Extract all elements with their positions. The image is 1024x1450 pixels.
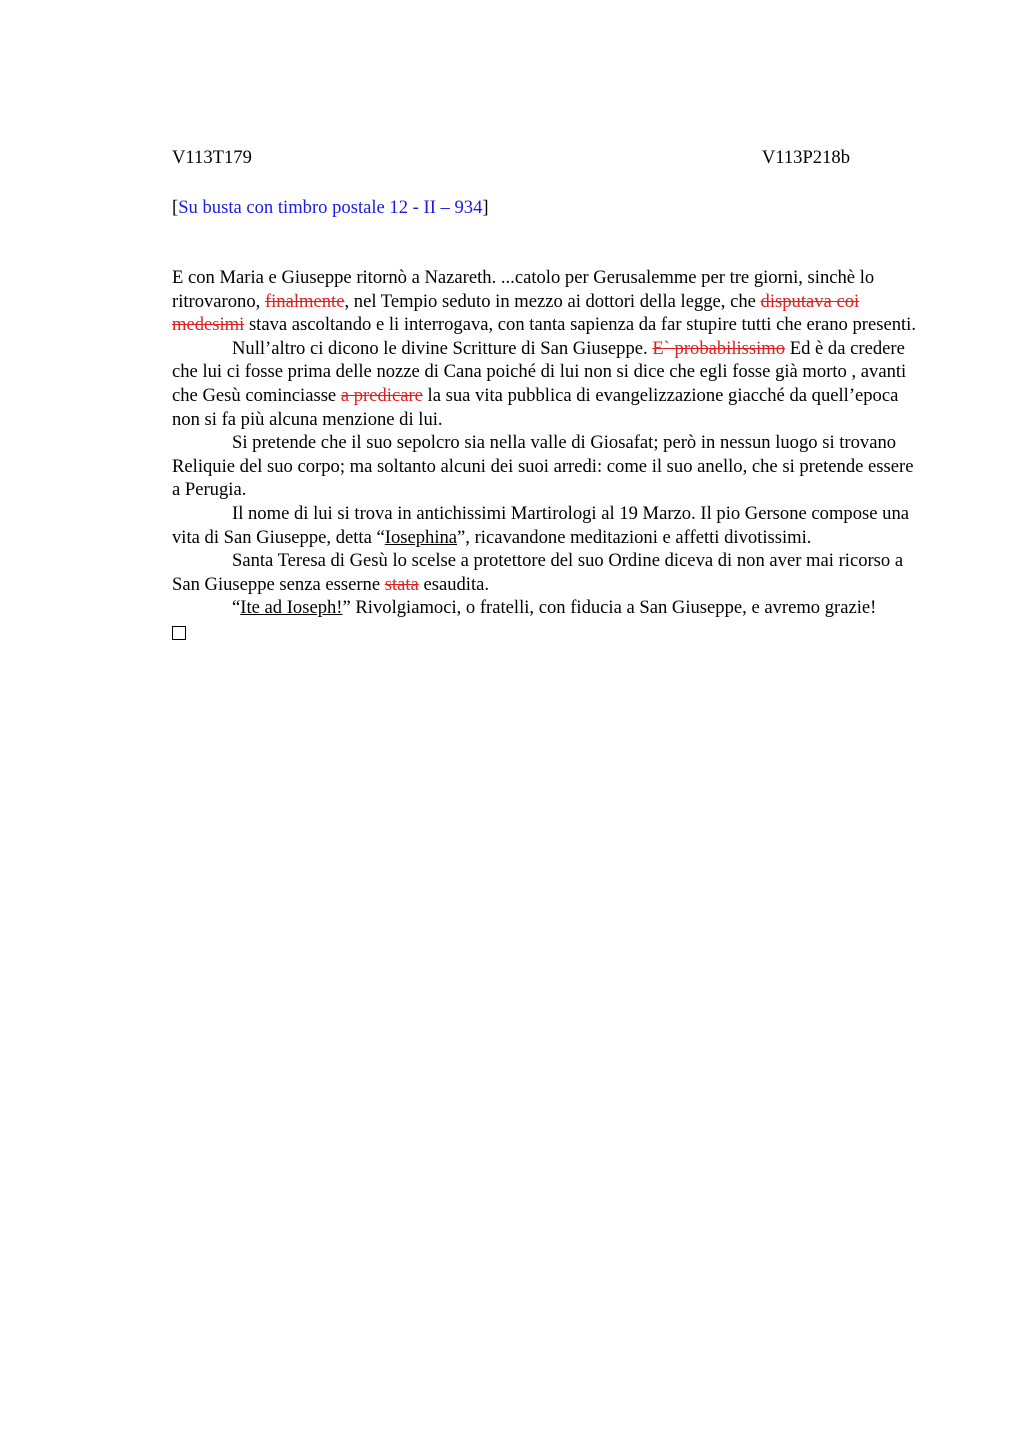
document-page <box>172 146 916 647</box>
paragraph-5-text-b: esaudita. <box>418 573 490 595</box>
deleted-text: a predicare <box>340 384 423 406</box>
envelope-note <box>172 196 916 220</box>
note-close-bracket: ] <box>482 197 489 218</box>
deleted-text: disputava coi medesimi <box>172 290 860 336</box>
paragraph-1 <box>172 266 916 337</box>
underlined-title: Iosephina <box>384 526 458 548</box>
note-open-bracket: [ <box>172 197 179 218</box>
paragraph-2-text-b: Ed è da credere che lui ci fosse prima delle nozze di Cana poiché di lui non si dice che egli fosse già morto , avanti che Gesù cominciasse <box>172 337 907 406</box>
paragraph-2-text-a: Null’altro ci dicono le divine Scritture di San Giuseppe. <box>232 337 653 359</box>
letter-body <box>172 266 916 647</box>
paragraph-4 <box>172 502 916 549</box>
paragraph-1-text-c: stava ascoltando e li interrogava, con tanta sapienza da far stupire tutti che erano presenti. <box>244 314 916 336</box>
paragraph-6-text-b: ” Rivolgiamoci, o fratelli, con fiducia a San Giuseppe, e avremo grazie! <box>342 597 877 619</box>
paragraph-6 <box>172 596 916 620</box>
paragraph-4-text-b: ”, ricavandone meditazioni e affetti divotissimi. <box>457 526 812 548</box>
deleted-text: stata <box>384 573 419 595</box>
paragraph-1-text-a: E con Maria e Giuseppe ritornò a Nazareth. ...catolo per Gerusalemme per tre giorni, sinchè lo ritrovarono, <box>172 267 875 312</box>
paragraph-2 <box>172 337 916 431</box>
paragraph-3-text: Si pretende che il suo sepolcro sia nella valle di Giosafat; però in nessun luogo si trovano Reliquie del suo corpo; ma soltanto alcuni dei suoi arredi: come il suo anello, che si pretende essere a Perugia. <box>172 432 914 501</box>
end-box-icon <box>172 620 916 647</box>
paragraph-6-text-a: “ <box>232 597 241 619</box>
note-text: Su busta con timbro postale 12 - II – 934 <box>178 197 483 218</box>
paragraph-5-text-a: Santa Teresa di Gesù lo scelse a protettore del suo Ordine diceva di non aver mai ricorso a San Giuseppe senza esserne <box>172 550 904 595</box>
paragraph-4-text-a: Il nome di lui si trova in antichissimi Martirologi al 19 Marzo. Il pio Gersone compose una vita di San Giuseppe, detta “ <box>172 502 909 548</box>
document-header <box>172 146 850 170</box>
header-left-code: V113T179 <box>172 147 252 168</box>
header-right-code: V113P218b <box>761 147 850 168</box>
underlined-quote: Ite ad Ioseph! <box>240 597 343 619</box>
deleted-text: finalmente <box>264 290 345 312</box>
paragraph-5 <box>172 549 916 596</box>
paragraph-3 <box>172 431 916 502</box>
paragraph-1-text-b: , nel Tempio seduto in mezzo ai dottori della legge, che <box>344 290 761 312</box>
paragraph-2-text-c: la sua vita pubblica di evangelizzazione giacché da quell’epoca non si fa più alcuna menzione di lui. <box>172 384 899 430</box>
deleted-text: E` probabilissimo <box>652 337 786 359</box>
